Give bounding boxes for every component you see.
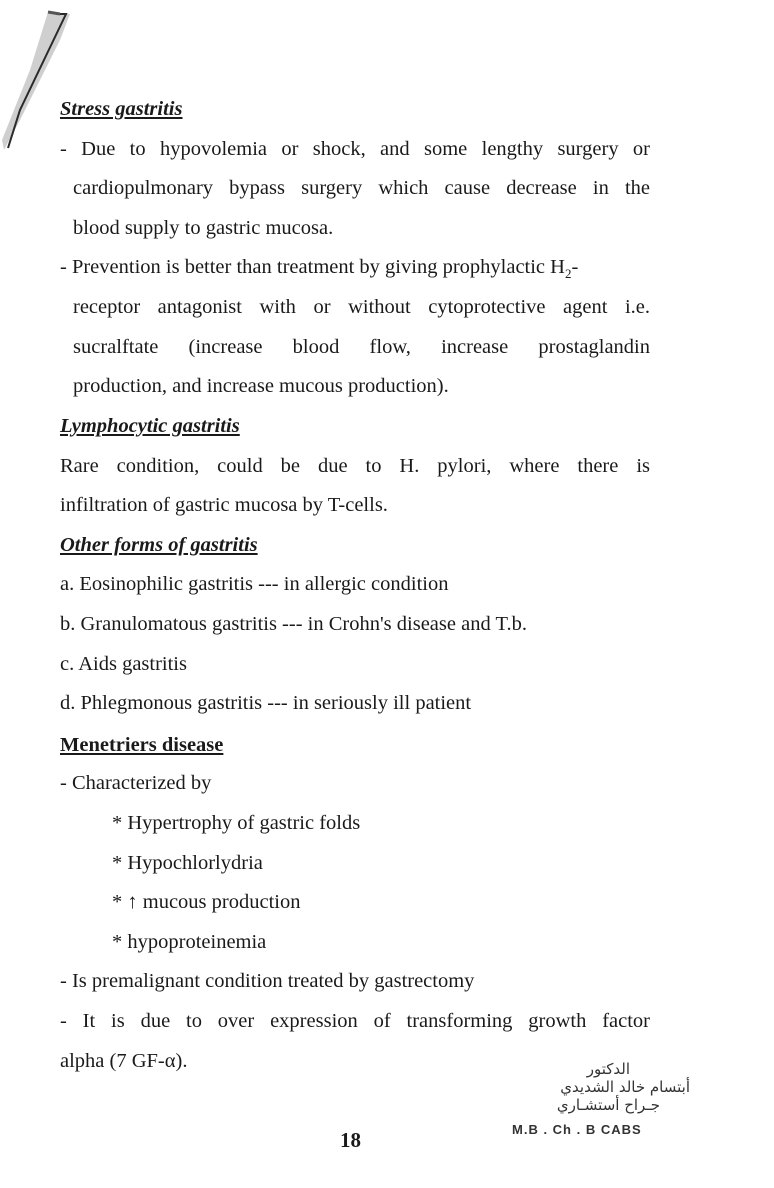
menetriers-feature-2: * Hypochlorlydria <box>112 852 263 874</box>
menetriers-line-1: - Is premalignant condition treated by gastrectomy <box>60 970 475 992</box>
menetriers-feature-3: * ↑ mucous production <box>112 891 301 913</box>
stamp-degree: M.B . Ch . B CABS <box>512 1122 642 1137</box>
menetriers-line-2: - It is due to over expression of transforming growth factor <box>60 1010 650 1032</box>
stress-line-7: production, and increase mucous production). <box>73 375 449 397</box>
stress-line-5: receptor antagonist with or without cytoprotective agent i.e. <box>73 296 650 318</box>
heading-menetriers-disease: Menetriers disease <box>60 734 224 756</box>
other-item-c: c. Aids gastritis <box>60 653 187 675</box>
stress-line-1: - Due to hypovolemia or shock, and some lengthy surgery or <box>60 138 650 160</box>
stress-line-3: blood supply to gastric mucosa. <box>73 217 334 239</box>
heading-other-forms: Other forms of gastritis <box>60 534 258 556</box>
page-edge-shadow <box>0 0 80 160</box>
stamp-name: أبتسام خالد الشديدي <box>560 1078 690 1096</box>
heading-stress-gastritis: Stress gastritis <box>60 98 183 120</box>
stamp-title: الدكتور <box>586 1060 630 1078</box>
stress-line-4: - Prevention is better than treatment by giving prophylactic $H_2-$ <box>60 256 579 282</box>
menetriers-line-3: alpha (7 GF-α). <box>60 1050 188 1072</box>
other-item-d: d. Phlegmonous gastritis --- in seriously ill patient <box>60 692 472 714</box>
stress-line-2: cardiopulmonary bypass surgery which cause decrease in the <box>73 177 650 199</box>
other-item-b: b. Granulomatous gastritis --- in Crohn's disease and T.b. <box>60 613 527 635</box>
heading-lymphocytic-gastritis: Lymphocytic gastritis <box>60 415 240 437</box>
menetriers-intro: - Characterized by <box>60 772 212 794</box>
other-item-a: a. Eosinophilic gastritis --- in allergic condition <box>60 573 449 595</box>
lymphocytic-line-2: infiltration of gastric mucosa by T-cells. <box>60 494 388 516</box>
doctor-stamp <box>500 1060 690 1140</box>
stress-line-6: sucralftate (increase blood flow, increase prostaglandin <box>73 336 650 358</box>
stamp-role: جـراح أستشـاري <box>556 1096 660 1114</box>
menetriers-feature-4: * hypoproteinemia <box>112 931 267 953</box>
menetriers-feature-1: * Hypertrophy of gastric folds <box>112 812 361 834</box>
page-number: 18 <box>340 1128 361 1152</box>
lymphocytic-line-1: Rare condition, could be due to H. pylori, where there is <box>60 455 650 477</box>
